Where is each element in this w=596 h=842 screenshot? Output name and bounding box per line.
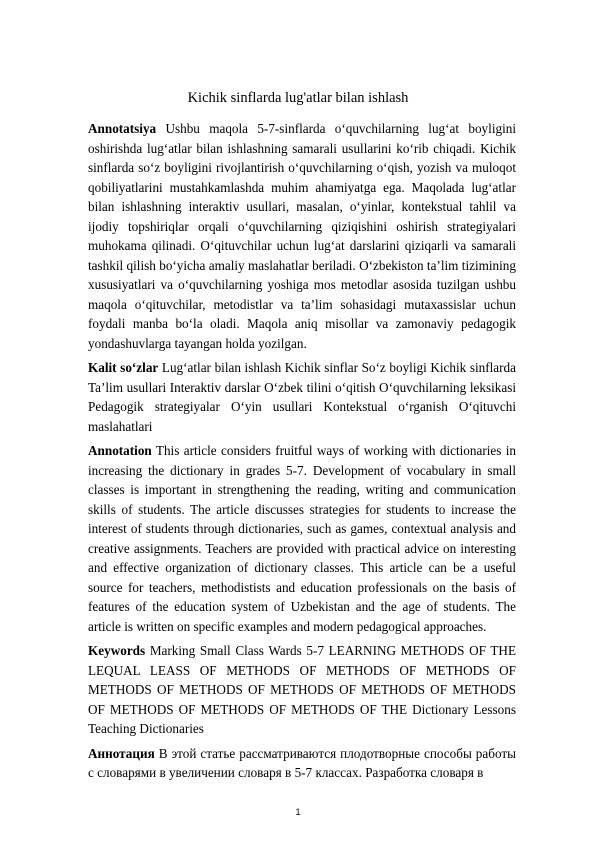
keywords-paragraph (88, 641, 516, 739)
annotatsiya-ru-text: В этой статье рассматриваются плодотворные способы работы с словарями в увеличении словаря в 5-7 классах. Разработка словаря в (88, 745, 516, 780)
annotatsiya-paragraph (88, 119, 516, 353)
annotation-paragraph (88, 441, 516, 636)
keywords-text: Marking Small Class Wards 5-7 LEARNING METHODS OF THE LEQUAL LEASS OF METHODS OF METHODS OF METHODS OF METHODS OF METHODS OF METHODS OF METHODS OF METHODS OF METHODS OF METHODS OF METHODS OF THE Dictionary Lessons Teaching Dictionaries (88, 643, 517, 736)
article-body (88, 119, 516, 788)
annotatsiya-ru-heading: Аннотация (88, 745, 155, 761)
annotatsiya-heading: Annotatsiya (88, 121, 157, 136)
article-title: Kichik sinflarda lug'atlar bilan ishlash (187, 90, 409, 106)
kalit-sozlar-text: Lug‘atlar bilan ishlash Kichik sinflar So‘z boyligi Kichik sinflarda Ta’lim usullari Interaktiv darslar O‘zbek tilini o‘qitish O‘quvchilarning leksikasi Pedagogik strategiyalar O‘yin usullari Kontekstual o‘rganish O‘qituvchi maslahatlari (88, 360, 517, 434)
page-number: 1 (295, 807, 301, 817)
kalit-sozlar-heading: Kalit so‘zlar (88, 360, 159, 375)
kalit-sozlar-paragraph (88, 358, 516, 436)
annotatsiya-text: Ushbu maqola 5-7-sinflarda o‘quvchilarning lug‘at boyligini oshirishda lug‘atlar bilan ishlashning samarali usullarini ko‘rib chiqadi. Kichik sinflarda so‘z boyligini rivojlantirish o‘quvchilarning o‘qish, yozish va muloqot qobiliyatlarini mustahkamlashda muhim ahamiyatga ega. Maqolada lug‘atlar bilan ishlashning interaktiv usullari, masalan, o‘yinlar, kontekstual tahlil va ijodiy topshiriqlar orqali o‘quvchilarning qiziqishini oshirish strategiyalari muhokama qilinadi. O‘qituvchilar uchun lug‘at darslarini qiziqarli va samarali tashkil qilish bo‘yicha amaliy maslahatlar beriladi. O‘zbekiston ta’lim tizimining xususiyatlari va o‘quvchilarning yoshiga mos metodlar asosida tuzilgan ushbu maqola o‘qituvchilar, metodistlar va ta’lim sohasidagi mutaxassislar uchun foydali manba bo‘la oladi. Maqola aniq misollar va zamonaviy pedagogik yondashuvlarga tayangan holda yozilgan. (88, 121, 516, 351)
keywords-heading: Keywords (88, 643, 146, 658)
annotation-heading: Annotation (88, 443, 152, 458)
annotation-text: This article considers fruitful ways of working with dictionaries in increasing the dictionary in grades 5-7. Development of vocabulary in small classes is important in strengthening the reading, writing and communication skills of students. The article discusses strategies for students to increase the interest of students through dictionaries, such as games, contextual analysis and creative assignments. Teachers are provided with practical advice on interesting and effective organization of dictionary classes. This article can be a useful source for teachers, methodistists and education professionals on the basis of features of the education system of Uzbekistan and the age of students. The article is written on specific examples and modern pedagogical approaches. (88, 443, 516, 634)
annotatsiya-ru-paragraph (88, 744, 516, 783)
